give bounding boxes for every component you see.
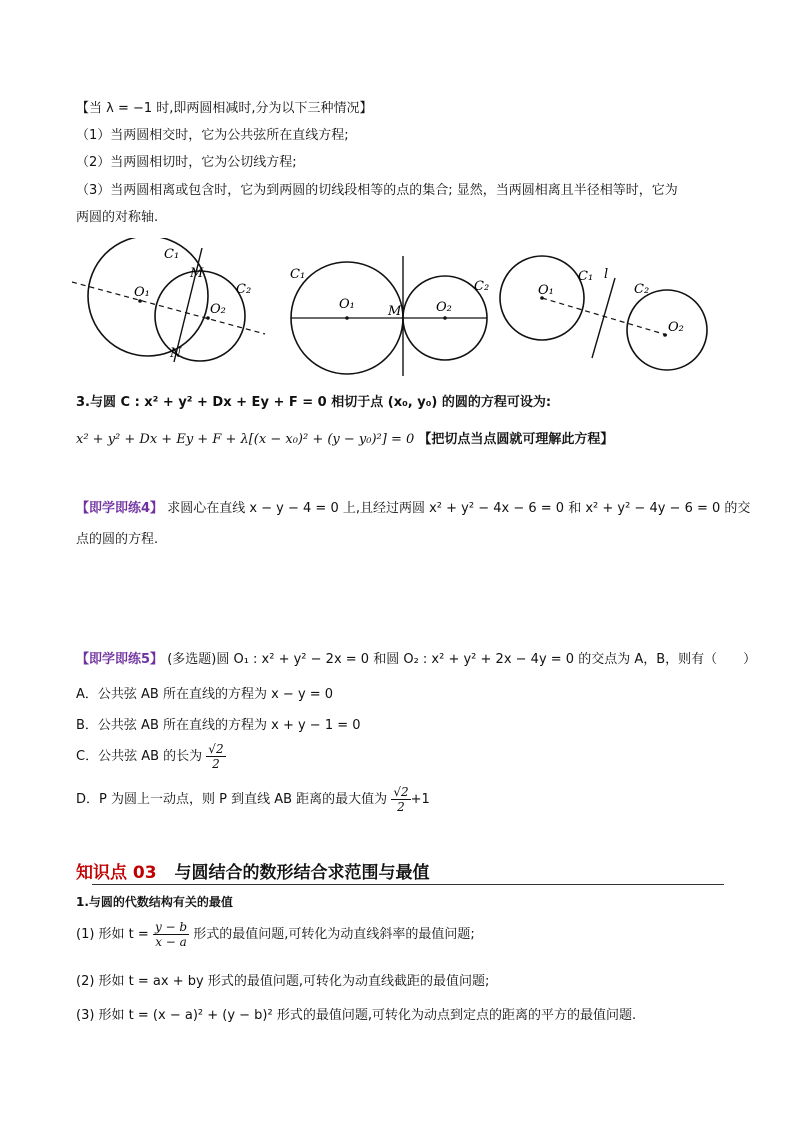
fig3-o1-label: O₁ xyxy=(538,283,554,298)
fig1-c1-label: C₁ xyxy=(164,247,180,262)
figure-intersecting-circles xyxy=(72,238,265,362)
practice4-text-cont: 点的圆的方程. xyxy=(76,532,159,547)
rule3-lead: 3.与圆 C : x² + y² + Dx + Ey + F = 0 相切于点 (x₀, y₀) 的圆的方程可设为: xyxy=(76,395,552,410)
option-d-numerator: √2 xyxy=(393,785,409,799)
case-2-text: （2）当两圆相切时，它为公切线方程; xyxy=(76,155,297,170)
option-c-denominator: 2 xyxy=(212,757,220,771)
section-heading xyxy=(76,858,430,883)
option-a: A．公共弦 AB 所在直线的方程为 x − y = 0 xyxy=(76,687,334,702)
fig2-m-label: M xyxy=(388,304,402,319)
rule3-note: 【把切点当点圆就可理解此方程】 xyxy=(418,432,614,447)
option-c-numerator: √2 xyxy=(208,742,224,756)
fig2-o1-label: O₁ xyxy=(339,297,355,312)
option-b: B．公共弦 AB 所在直线的方程为 x + y − 1 = 0 xyxy=(76,718,361,733)
practice4-text: 求圆心在直线 x − y − 4 = 0 上,且经过两圆 x² + y² − 4x − 6 = 0 和 x² + y² − 4y − 6 = 0 的交 xyxy=(167,501,751,516)
option-c xyxy=(76,742,226,771)
option-d-denominator: 2 xyxy=(397,800,405,814)
figure-tangent-circles xyxy=(290,256,489,376)
section-title-lambda: 【当 λ = −1 时,即两圆相减时,分为以下三种情况】 xyxy=(76,101,373,116)
fig3-c1-label: C₁ xyxy=(578,269,594,284)
practice4-line1 xyxy=(76,497,750,516)
rule3-formula: x² + y² + Dx + Ey + F + λ[(x − x₀)² + (y − y₀)²] = 0 xyxy=(76,432,415,447)
option-d-plus-one: +1 xyxy=(410,792,430,807)
fig1-o1-label: O₁ xyxy=(134,285,150,300)
fig1-o2-label: O₂ xyxy=(210,302,226,317)
fig2-c2-label: C₂ xyxy=(474,279,490,294)
option-d-fraction xyxy=(391,785,410,814)
fig3-o2-label: O₂ xyxy=(668,320,684,335)
option-c-fraction xyxy=(206,742,225,771)
figure-separated-circles xyxy=(500,256,707,370)
rule3-formula-row xyxy=(76,428,613,447)
section-label: 知识点 03 xyxy=(76,863,157,883)
point-2: (2) 形如 t = ax + by 形式的最值问题,可转化为动直线截距的最值问题; xyxy=(76,974,490,989)
point-1 xyxy=(76,920,475,949)
point-1-fraction xyxy=(153,920,189,949)
fig3-l-label: l xyxy=(604,267,609,282)
option-c-text: C．公共弦 AB 的长为 xyxy=(76,749,203,764)
point-3: (3) 形如 t = (x − a)² + (y − b)² 形式的最值问题,可转化为动点到定点的距离的平方的最值问题. xyxy=(76,1008,637,1023)
circles-figure xyxy=(60,238,740,388)
section-title: 与圆结合的数形结合求范围与最值 xyxy=(174,863,430,883)
subsection-title: 1.与圆的代数结构有关的最值 xyxy=(76,895,233,909)
fig1-c2-label: C₂ xyxy=(236,282,252,297)
fig2-o2-label: O₂ xyxy=(436,300,452,315)
practice5-stem: (多选题)圆 O₁ : x² + y² − 2x = 0 和圆 O₂ : x² + y² + 2x − 4y = 0 的交点为 A，B，则有（ ） xyxy=(167,652,757,667)
practice5-tag: 【即学即练5】 xyxy=(76,652,164,667)
practice5-stem-row xyxy=(76,648,756,667)
fig1-m-label: M xyxy=(190,266,204,281)
fig3-c2-label: C₂ xyxy=(634,282,650,297)
case-3-text-cont: 两圆的对称轴. xyxy=(76,210,159,225)
point-1-pre: (1) 形如 t = xyxy=(76,927,149,942)
practice4-tag: 【即学即练4】 xyxy=(76,501,164,516)
fig1-n-label: N xyxy=(170,346,182,361)
section-divider xyxy=(92,884,724,885)
case-1-text: （1）当两圆相交时，它为公共弦所在直线方程; xyxy=(76,128,349,143)
fig2-c1-label: C₁ xyxy=(290,267,306,282)
option-d xyxy=(76,785,430,814)
point-1-post: 形式的最值问题,可转化为动直线斜率的最值问题; xyxy=(193,927,475,942)
case-3-text: （3）当两圆相离或包含时，它为到两圆的切线段相等的点的集合; 显然，当两圆相离且半径相等时，它为 xyxy=(76,183,678,198)
option-d-text: D．P 为圆上一动点，则 P 到直线 AB 距离的最大值为 xyxy=(76,792,388,807)
point-1-numerator: y − b xyxy=(154,920,188,934)
point-1-denominator: x − a xyxy=(155,935,187,949)
